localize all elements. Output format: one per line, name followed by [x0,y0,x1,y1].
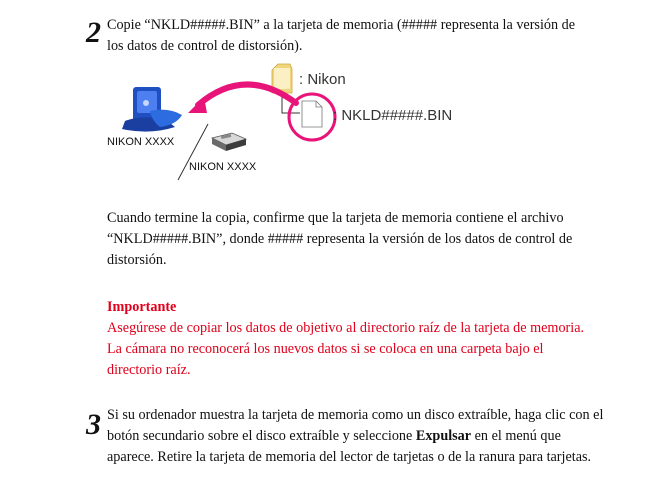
step-3-line-3: aparece. Retire la tarjeta de memoria del lector de tarjetas o de la ranura para tarjetas. [107,449,592,465]
file-label: : NKLD#####.BIN [333,107,453,124]
copy-illustration [0,55,665,185]
step-2-number: 2 [86,16,101,49]
step-3-line-2-pre: botón secundario sobre el disco extraíble y seleccione [107,428,416,444]
important-notice [107,297,584,381]
folder-label: : Nikon [299,71,346,88]
step-2-line-2: los datos de control de distorsión). [107,38,303,54]
file-icon [302,101,322,127]
step-3-line-2-post: en el menú que [471,428,561,444]
drive-label-1: NIKON XXXX [107,136,175,148]
confirm-line-3: distorsión. [107,252,167,268]
step-2-line-1: Copie “NKLD#####.BIN” a la tarjeta de memoria (##### representa la versión de [107,17,576,33]
confirm-line-2: “NKLD#####.BIN”, donde ##### representa la versión de los datos de control de [107,231,573,247]
important-line-3: directorio raíz. [107,362,191,378]
step-3-number: 3 [86,408,101,441]
removable-disk-icon [122,87,182,132]
step-3-line-2 [107,426,603,447]
step-2-text [107,15,575,57]
step-3-text [107,405,603,468]
card-reader-icon [212,133,246,151]
confirm-paragraph [107,208,572,271]
expulsar-term: Expulsar [415,428,472,444]
step-3-line-1: Si su ordenador muestra la tarjeta de memoria como un disco extraíble, haga clic con el [107,407,604,423]
confirm-line-1: Cuando termine la copia, confirme que la tarjeta de memoria contiene el archivo [107,210,564,226]
important-heading: Importante [107,299,177,315]
drive-label-2: NIKON XXXX [189,161,257,173]
important-line-2: La cámara no reconocerá los nuevos datos si se coloca en una carpeta bajo el [107,341,544,357]
important-line-1: Asegúrese de copiar los datos de objetivo al directorio raíz de la tarjeta de memoria. [107,320,585,336]
